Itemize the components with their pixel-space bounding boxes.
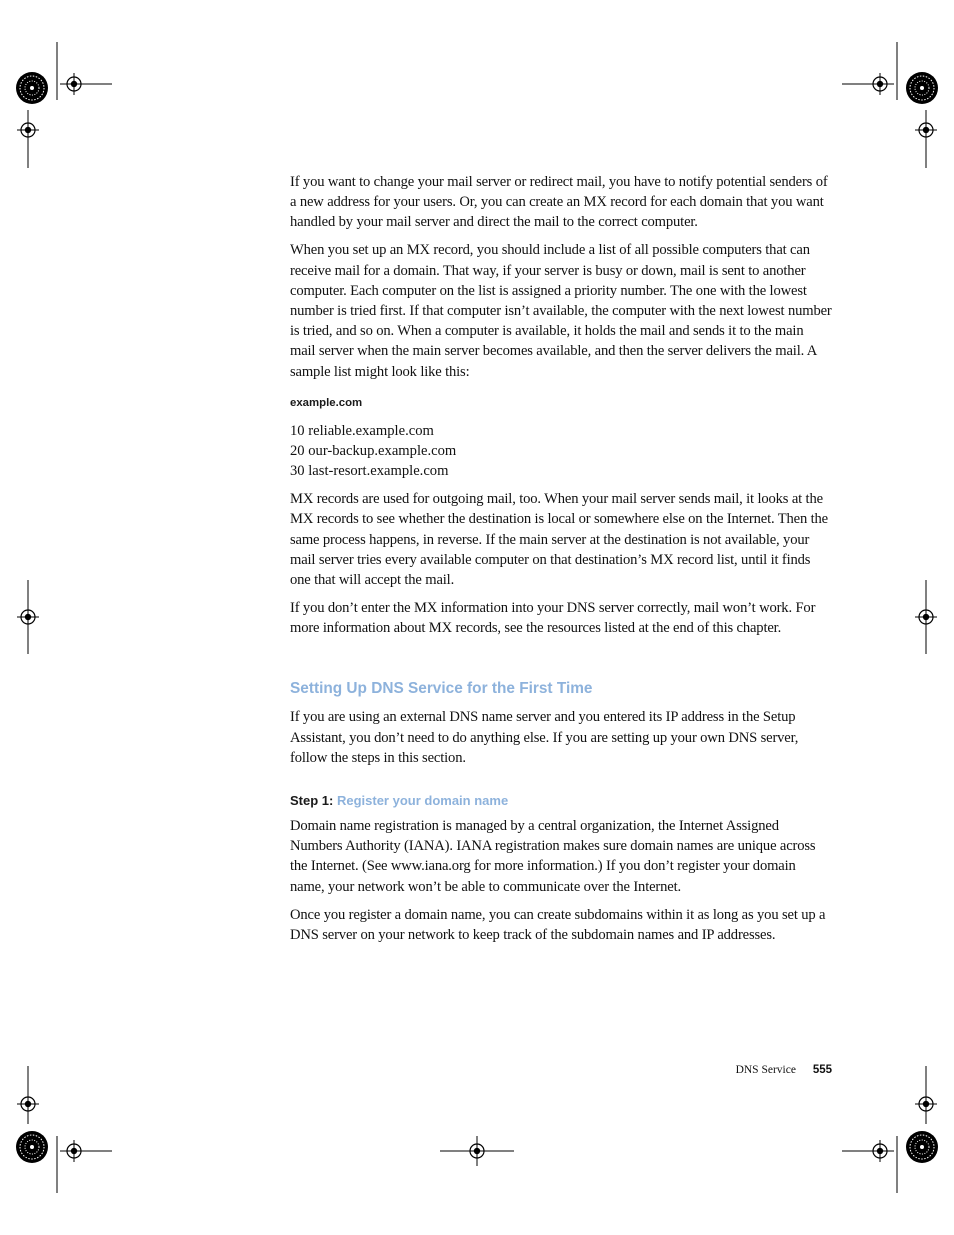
- paragraph-mx-record-list: When you set up an MX record, you should include a list of all possible computers that can receive mail for a domain. That way, if your server is busy or down, mail is sent to another computer. Each computer on the list is assigned a priority number. The one with the lowest number is tried first. If that computer isn’t available, the computer with the next lowest number is tried, and so on. When a computer is available, it holds the mail and sends it to the main mail server when the main server becomes available, and then the server delivers the mail. A sample list might look like this:: [290, 242, 832, 380]
- page-number: 555: [812, 1064, 832, 1076]
- page-body: [290, 172, 832, 953]
- list-item: 30 last-resort.example.com: [290, 463, 449, 480]
- list-item: 20 our-backup.example.com: [290, 443, 457, 460]
- registration-star-icon: [906, 1131, 938, 1163]
- section-heading: Setting Up DNS Service for the First Time: [290, 680, 593, 698]
- footer-chapter-title: DNS Service: [735, 1064, 796, 1076]
- example-domain-label: example.com: [290, 396, 363, 409]
- registration-star-icon: [16, 1131, 48, 1163]
- paragraph-domain-registration: Domain name registration is managed by a central organization, the Internet Assigned Numbers Authority (IANA). IANA registration makes sure domain names are unique across the Internet. (See www.iana.org for more information.) If you don’t register your domain name, your network won’t be able to communicate over the Internet.: [290, 818, 816, 895]
- registration-star-icon: [906, 72, 938, 104]
- paragraph-subdomains: Once you register a domain name, you can create subdomains within it as long as you set up a DNS server on your network to keep track of the subdomain names and IP addresses.: [290, 906, 826, 943]
- paragraph-mail-redirect: If you want to change your mail server or redirect mail, you have to notify potential senders of a new address for your users. Or, you can create an MX record for each domain that you want handled by your mail server and direct the mail to the correct computer.: [290, 174, 828, 231]
- step-heading: [290, 793, 832, 808]
- page-footer: [736, 1064, 832, 1076]
- paragraph-mx-information: If you don’t enter the MX information into your DNS server correctly, mail won’t work. For more information about MX records, see the resources listed at the end of this chapter.: [290, 600, 816, 637]
- mx-example-list: [290, 421, 832, 482]
- step-title: Register your domain name: [336, 793, 509, 809]
- paragraph-outgoing-mail: MX records are used for outgoing mail, too. When your mail server sends mail, it looks at the MX records to see whether the destination is local or somewhere else on the Internet. Then the same process happens, in reverse. If the main server at the destination is not available, your mail server tries every available computer on that destination’s MX record list, until it finds one that will accept the mail.: [290, 491, 828, 589]
- step-prefix: Step 1:: [290, 793, 334, 809]
- list-item: 10 reliable.example.com: [290, 422, 434, 439]
- registration-star-icon: [16, 72, 48, 104]
- section-intro: If you are using an external DNS name server and you entered its IP address in the Setup Assistant, you don’t need to do anything else. If you are setting up your own DNS server, follow the steps in this section.: [290, 709, 799, 766]
